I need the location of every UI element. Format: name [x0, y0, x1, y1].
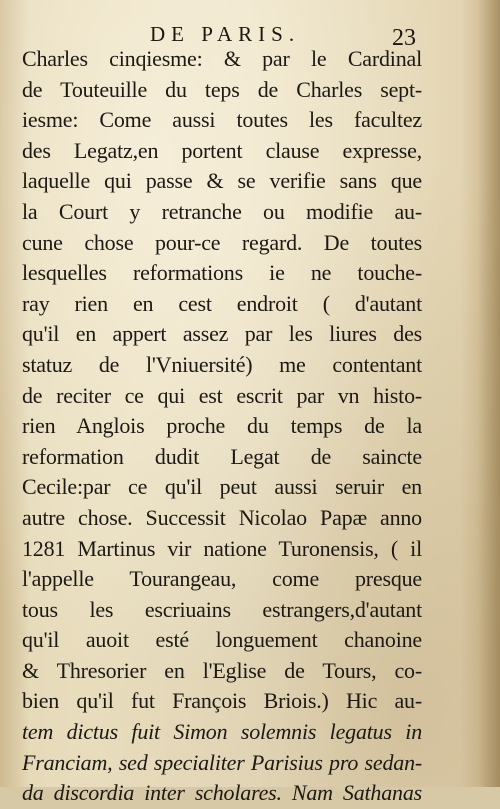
text-line: ray rien en cest endroit ( d'autant [22, 290, 422, 316]
text-line: lesquelles reformations ie ne touche- [22, 260, 422, 286]
text-line-latin: Franciam, sed specialiter Parisius pro sedan- [22, 749, 422, 775]
text-line-latin: da discordia inter scholares. Nam Sathanas [22, 780, 422, 806]
text-line: tous les escriuains estrangers,d'autant [22, 596, 422, 622]
text-line: des Legatz,en portent clause expresse, [22, 137, 422, 163]
page-number: 23 [392, 25, 416, 51]
body-text [22, 44, 422, 809]
running-head: DE PARIS. [150, 22, 301, 46]
text-line: Cecile:par ce qu'il peut aussi seruir en [22, 474, 422, 500]
text-line: & Thresorier en l'Eglise de Tours, co- [22, 657, 422, 683]
text-line: de reciter ce qui est escrit par vn histo- [22, 382, 422, 408]
text-line: bien qu'il fut François Briois.) Hic au- [22, 688, 422, 714]
text-line: laquelle qui passe & se verifie sans que [22, 168, 422, 194]
text-line: la Court y retranche ou modifie au- [22, 198, 422, 224]
text-line: statuz de l'Vniuersité) me contentant [22, 351, 422, 377]
text-line: iesme: Come aussi toutes les facultez [22, 107, 422, 133]
text-line: cune chose pour-ce regard. De toutes [22, 229, 422, 255]
text-line: qu'il auoit esté longuement chanoine [22, 627, 422, 653]
text-line: 1281 Martinus vir natione Turonensis, ( il [22, 535, 422, 561]
text-line: l'appelle Tourangeau, come presque [22, 566, 422, 592]
text-line: rien Anglois proche du temps de la [22, 413, 422, 439]
text-line: Charles cinqiesme: & par le Cardinal [22, 46, 422, 71]
text-line: autre chose. Successit Nicolao Papæ anno [22, 504, 422, 530]
text-line-latin: tem dictus fuit Simon solemnis legatus in [22, 719, 422, 745]
page-edge-shadow [478, 0, 500, 787]
text-line: de Touteuille du teps de Charles sept- [22, 76, 422, 102]
text-line: qu'il en appert assez par les liures des [22, 321, 422, 347]
text-line: reformation dudit Legat de saincte [22, 443, 422, 469]
